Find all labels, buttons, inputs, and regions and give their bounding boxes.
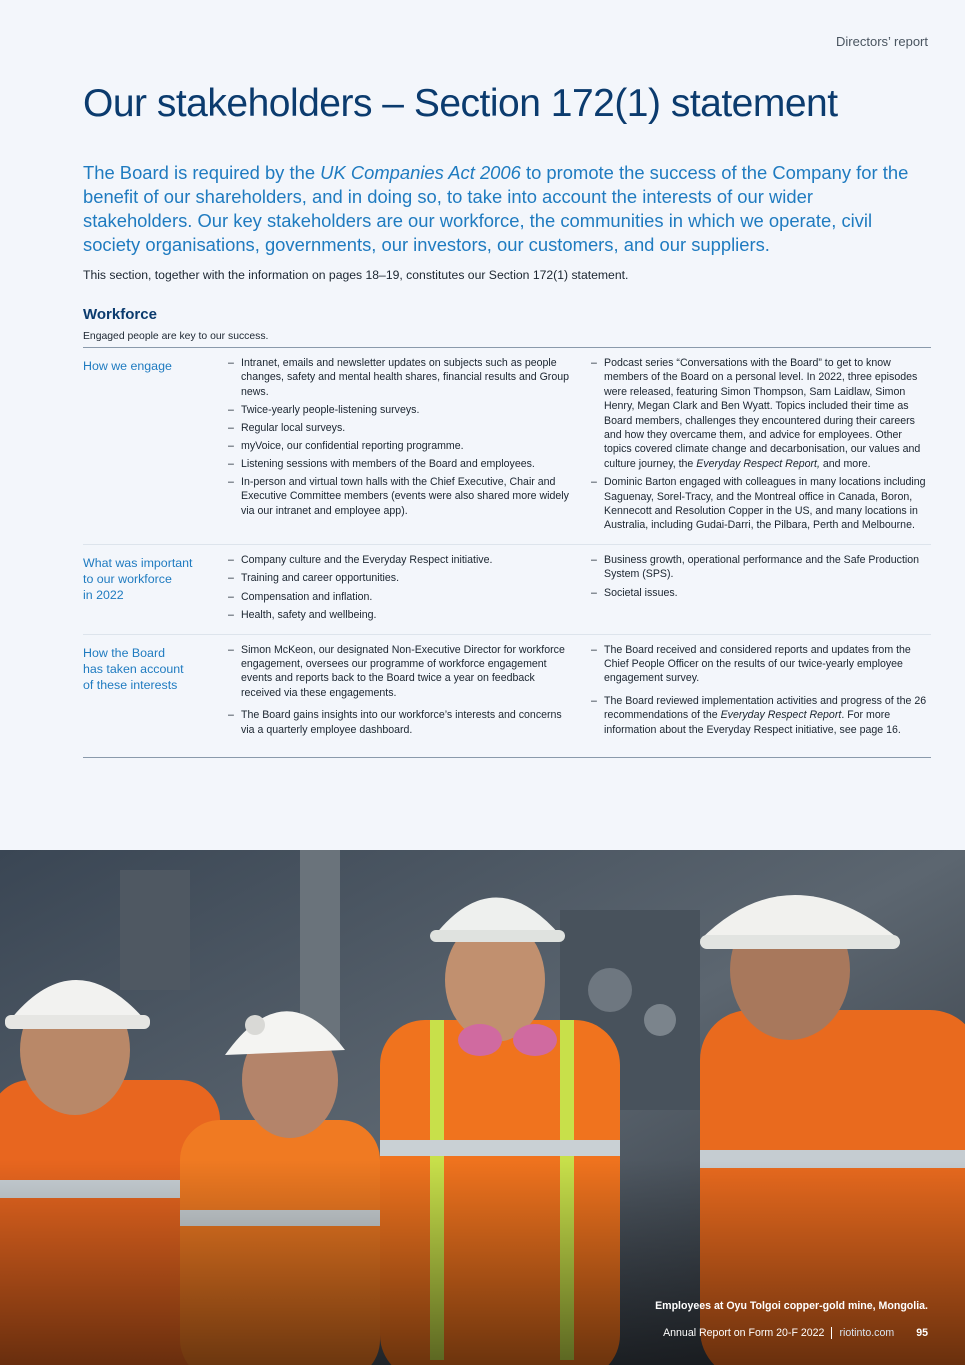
list-item-emphasis: Everyday Respect Report, [696,457,820,470]
list-item: – Regular local surveys. [228,421,573,435]
row-heading: How we engage [83,359,172,373]
table-row [83,635,931,757]
table-row [83,545,931,635]
workforce-table [83,347,931,758]
page-title: Our stakeholders – Section 172(1) statement [83,82,838,125]
list-item: – Compensation and inflation. [228,590,573,604]
intro-part2: to promote the success of the Company for the benefit of our shareholders, and in doing so, to take into account the interests of our wider stakeholders. Our key stakeholders are our workforce, the communities in which we operate, civil society organisations, governments, our investors, our customers, and our suppliers. [83,162,909,255]
intro-part1: The Board is required by the [83,162,321,183]
list-item: – Intranet, emails and newsletter updates on subjects such as people changes, safety and mental health shares, financial results and Group news. [228,356,573,399]
workforce-title: Workforce [83,306,157,323]
workforce-subtitle: Engaged people are key to our success. [83,331,269,342]
table-row [83,348,931,545]
list-item-text: Podcast series “Conversations with the Board” to get to know members of the Board on a personal level. In 2022, three episodes were released, featuring Simon Thompson, Sam Laidlaw, Simon Henry, Megan Clark and Ben Wyatt. Topics included their time as Board members, challenges they encountered during their careers and how they overcame them, and advice for employees. Other topics covered climate change and decarbonisation, our values and culture journey, the [604,357,921,470]
mine-workers-photo [0,850,965,1365]
list-item: – Training and career opportunities. [228,571,573,585]
list-item: – Societal issues. [591,586,931,600]
statement-note: This section, together with the information on pages 18–19, constitutes our Section 172(1) statement. [83,268,629,282]
list-item: – The Board gains insights into our workforce’s interests and concerns via a quarterly employee dashboard. [228,708,573,737]
list-item: – myVoice, our confidential reporting programme. [228,439,573,453]
photo-caption: Employees at Oyu Tolgoi copper-gold mine, Mongolia. [655,1300,928,1312]
page-footer [663,1327,928,1339]
row-column-left [228,356,591,537]
list-item-tail: . For more information about the Everyday Respect initiative, see page 16. [604,709,901,736]
list-item-tail: and more. [819,457,871,470]
list-item-text: The Board reviewed implementation activities and progress of the 26 recommendations of the [604,694,927,722]
footer-report-title: Annual Report on Form 20-F 2022 [663,1327,825,1339]
page-number: 95 [916,1327,928,1339]
row-column-right [591,643,931,745]
list-item: – Dominic Barton engaged with colleagues in many locations including Saguenay, Sorel-Tracy, and the Montreal office in Canada, Boron, Kennecott and Resolution Copper in the US, and many locations in Australia, including Gudai-Darri, the Pilbara, Perth and Melbourne. [591,475,931,533]
list-item: – Listening sessions with members of the Board and employees. [228,457,573,471]
row-heading: How the Board has taken account of these interests [83,645,184,692]
footer-website-link[interactable]: riotinto.com [839,1327,895,1339]
list-item: – Business growth, operational performance and the Safe Production System (SPS). [591,553,931,582]
list-item: – Simon McKeon, our designated Non-Executive Director for workforce engagement, oversees our programme of workforce engagement events and reports back to the Board twice a year on feedback received via these engagements. [228,643,573,701]
list-item [591,356,931,471]
list-item: – In-person and virtual town halls with the Chief Executive, Chair and Executive Committee members (events were also shared more widely via our intranet and employee app). [228,475,573,518]
list-item-emphasis: Everyday Respect Report [720,709,842,722]
row-column-right [591,356,931,537]
list-item: – Health, safety and wellbeing. [228,608,573,622]
list-item: – Company culture and the Everyday Respect initiative. [228,553,573,567]
list-item: – Twice-yearly people-listening surveys. [228,403,573,417]
row-column-left [228,643,591,745]
list-item: – The Board received and considered reports and updates from the Chief People Officer on the results of our twice-yearly employee engagement survey. [591,643,931,686]
list-item [591,694,931,737]
row-heading: What was important to our workforce in 2022 [83,555,193,602]
intro-paragraph [83,161,913,257]
section-label: Directors’ report [836,34,928,49]
row-column-left [228,553,591,627]
intro-act: UK Companies Act 2006 [320,162,521,183]
row-column-right [591,553,931,627]
footer-divider [831,1327,832,1339]
